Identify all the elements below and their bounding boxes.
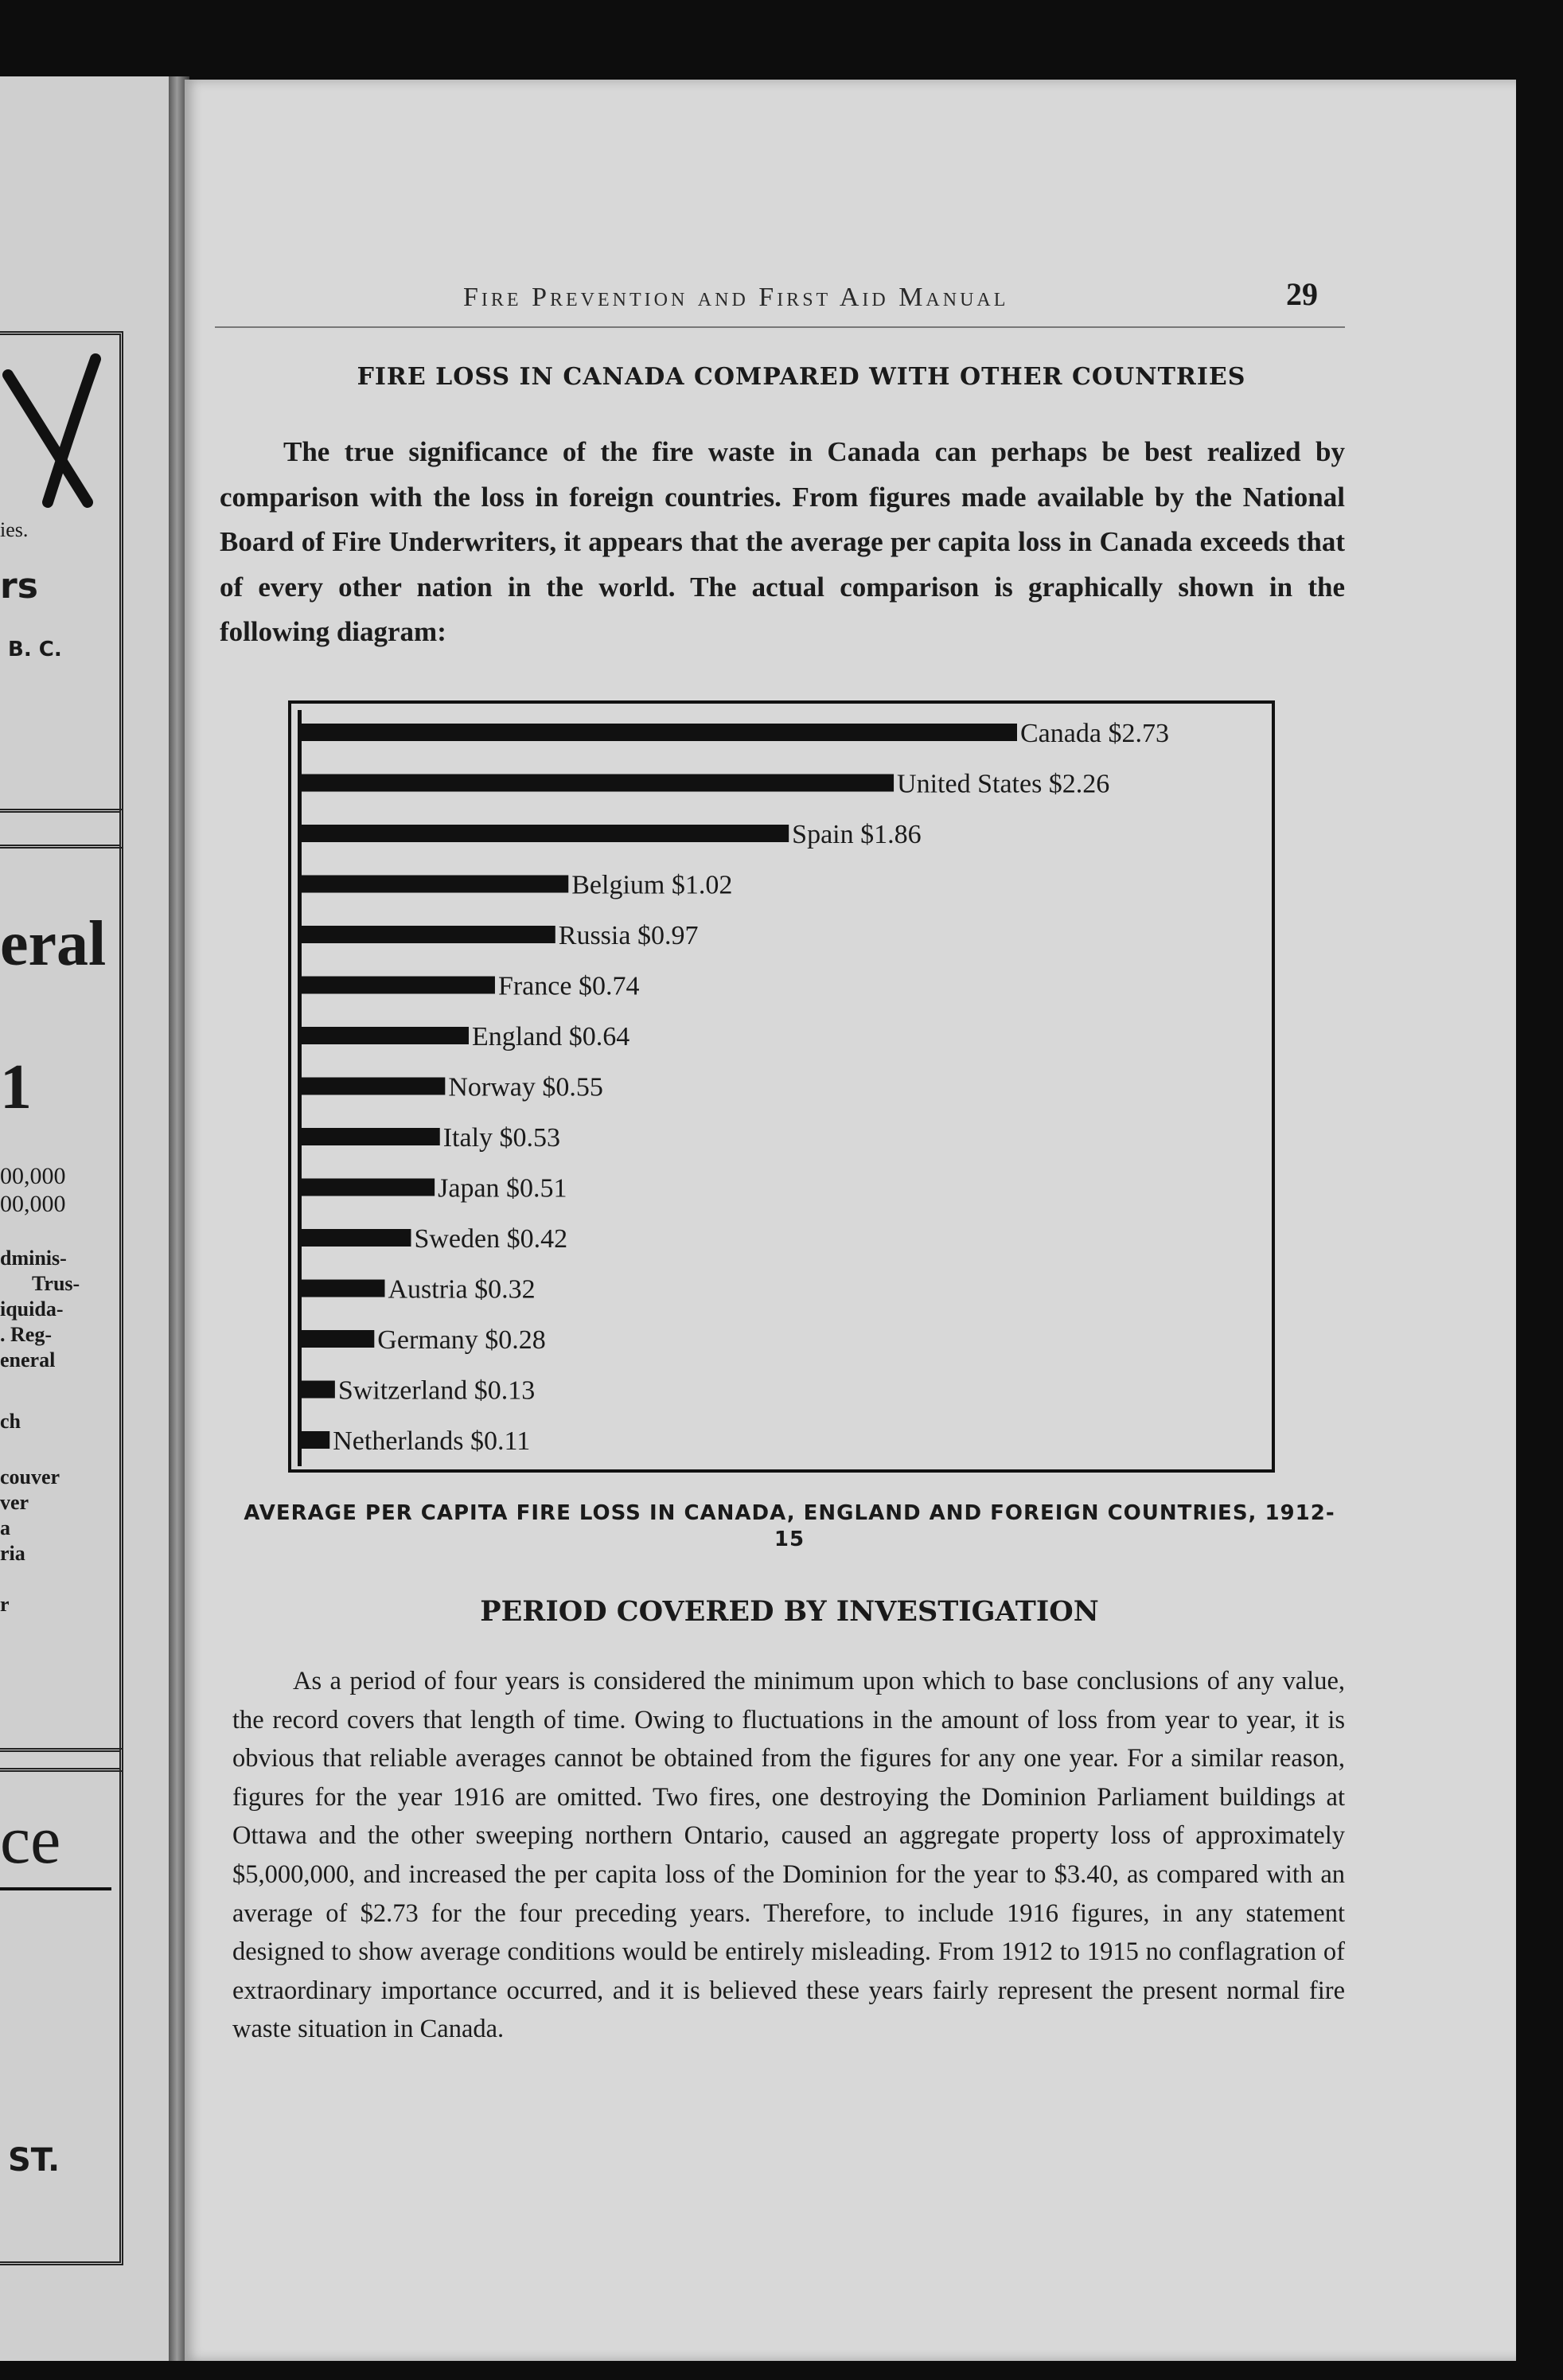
adjacent-text: r bbox=[0, 1593, 10, 1616]
bar-switzerland bbox=[301, 1381, 335, 1399]
adjacent-text: dminis- bbox=[0, 1247, 67, 1270]
bar-norway bbox=[301, 1078, 445, 1095]
adjacent-text: B. C. bbox=[8, 638, 62, 661]
adjacent-text: ies. bbox=[0, 518, 29, 541]
adjacent-text: ST. bbox=[8, 2142, 60, 2179]
body-paragraph: As a period of four years is considered the minimum upon which to base conclusions of any value, the record covers that length of time. Owing to fluctuations in the amount of loss from year to year, it is obvious that reliable averages cannot be obtained from the figures for any one year. For a similar reason, figures for the year 1916 are omitted. Two fires, one destroying the Dominion Parliament buildings at Ottawa and the other sweeping northern Ontario, caused an aggregate property loss of approximately $5,000,000, and increased the per capita loss of the Dominion for the year to $3.40, as compared with an average of $2.73 for the four preceding years. Therefore, to include 1916 figures, in any statement designed to show average conditions would be entirely misleading. From 1912 to 1915 no conflagration of extraordinary importance occurred, and it is believed these years fairly represent the present normal fire waste situation in Canada. bbox=[232, 1667, 1345, 2044]
adjacent-text: eral bbox=[0, 909, 107, 979]
bar-japan bbox=[301, 1179, 435, 1196]
handwritten-x-mark bbox=[0, 343, 111, 510]
adjacent-ad-box-3 bbox=[0, 1748, 123, 2265]
bar-label: Japan $0.51 bbox=[438, 1173, 567, 1204]
adjacent-text: . Reg- bbox=[0, 1323, 52, 1346]
bar-germany bbox=[301, 1330, 374, 1348]
adjacent-text: ria bbox=[0, 1542, 25, 1565]
page-number: 29 bbox=[1286, 276, 1318, 312]
adjacent-text: ch bbox=[0, 1410, 21, 1433]
bar-russia bbox=[301, 926, 555, 943]
section-title: FIRE LOSS IN CANADA COMPARED WITH OTHER COUNTRIES bbox=[357, 363, 1246, 391]
bar-label: United States $2.26 bbox=[897, 769, 1110, 799]
bar-italy bbox=[301, 1128, 440, 1145]
adjacent-page-fragment bbox=[0, 76, 169, 2361]
adjacent-text: ver bbox=[0, 1491, 29, 1514]
bar-label: Switzerland $0.13 bbox=[337, 1375, 536, 1406]
adjacent-text: Trus- bbox=[32, 1272, 80, 1295]
bar-label: Germany $0.28 bbox=[377, 1325, 546, 1355]
book-page bbox=[185, 80, 1520, 2361]
bar-chart-frame bbox=[288, 700, 1275, 1473]
bar-belgium bbox=[301, 876, 568, 893]
bar-label: Spain $1.86 bbox=[792, 820, 922, 849]
bar-label: Belgium $1.02 bbox=[571, 870, 733, 900]
bar-england bbox=[301, 1027, 469, 1044]
adjacent-ad-box-1 bbox=[0, 331, 123, 849]
adjacent-text: rs bbox=[0, 566, 38, 607]
adjacent-text: iquida- bbox=[0, 1297, 64, 1321]
adjacent-rule bbox=[0, 1887, 111, 1890]
bar-canada bbox=[301, 724, 1017, 741]
adjacent-ad-box-2 bbox=[0, 809, 123, 1772]
bar-united-states bbox=[301, 774, 894, 792]
bar-label: Netherlands $0.11 bbox=[333, 1426, 531, 1456]
bar-label: Russia $0.97 bbox=[558, 921, 699, 950]
bar-label: Canada $2.73 bbox=[1020, 719, 1169, 748]
section-subtitle: PERIOD COVERED BY INVESTIGATION bbox=[480, 1595, 1099, 1628]
bar-label: Austria $0.32 bbox=[388, 1274, 536, 1305]
adjacent-text: 00,000 bbox=[0, 1191, 66, 1217]
bar-label: Sweden $0.42 bbox=[414, 1224, 568, 1254]
header-rule bbox=[215, 326, 1345, 328]
adjacent-text: ce bbox=[0, 1801, 61, 1878]
adjacent-text: 1 bbox=[0, 1052, 32, 1122]
bar-label: England $0.64 bbox=[471, 1022, 630, 1051]
adjacent-text: a bbox=[0, 1516, 10, 1539]
bar-austria bbox=[301, 1280, 384, 1297]
bar-label: Norway $0.55 bbox=[448, 1072, 603, 1102]
bar-sweden bbox=[301, 1229, 411, 1247]
adjacent-text: eneral bbox=[0, 1348, 56, 1371]
intro-paragraph: The true significance of the fire waste in Canada can perhaps be best realized by comparison with the loss in foreign countries. From figures made available by the National Board of Fire Underwriters, it appears that the average per capita loss in Canada exceeds that of every other nation in the world. The actual comparison is graphically shown in the following diagram: bbox=[220, 436, 1345, 647]
bar-chart bbox=[291, 704, 1272, 1469]
bar-spain bbox=[301, 825, 789, 842]
adjacent-text: 00,000 bbox=[0, 1163, 66, 1189]
bar-label: Italy $0.53 bbox=[442, 1123, 561, 1153]
page-edge-shadow bbox=[1516, 76, 1563, 2361]
chart-caption: AVERAGE PER CAPITA FIRE LOSS IN CANADA, ENGLAND AND FOREIGN COUNTRIES, 1912-15 bbox=[244, 1501, 1335, 1551]
running-head: Fire Prevention and First Aid Manual bbox=[463, 283, 1009, 312]
adjacent-text: couver bbox=[0, 1465, 60, 1488]
bar-netherlands bbox=[301, 1431, 329, 1449]
bar-france bbox=[301, 977, 495, 994]
bar-label: France $0.74 bbox=[497, 971, 640, 1001]
